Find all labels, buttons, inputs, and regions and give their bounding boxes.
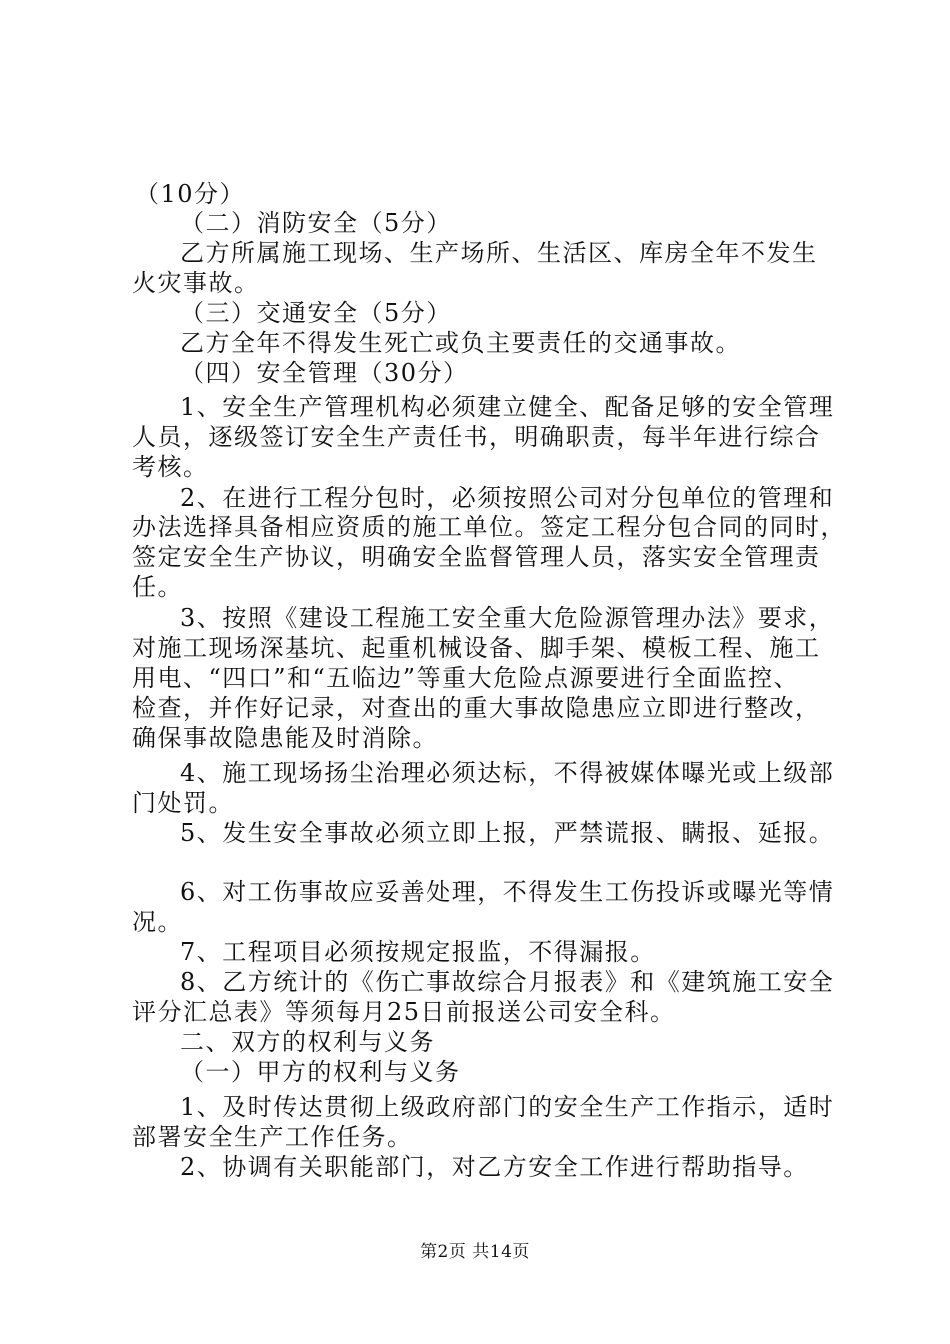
text-line: 部署安全生产工作任务。 xyxy=(132,1123,413,1151)
section-heading: （一）甲方的权利与义务 xyxy=(180,1058,461,1086)
text-line: 乙方全年不得发生死亡或负主要责任的交通事故。 xyxy=(180,329,741,357)
text-line: 7、工程项目必须按规定报监，不得漏报。 xyxy=(180,938,656,966)
text-line: 6、对工伤事故应妥善处理，不得发生工伤投诉或曝光等情 xyxy=(180,878,835,906)
section-heading: 二、双方的权利与义务 xyxy=(180,1028,435,1056)
text-line: （10分） xyxy=(135,180,246,208)
text-line: 用电、“四口”和“五临边”等重大危险点源要进行全面监控、 xyxy=(132,664,800,692)
text-line: 3、按照《建设工程施工安全重大危险源管理办法》要求， xyxy=(180,604,835,632)
text-line: 况。 xyxy=(132,908,183,936)
text-line: 办法选择具备相应资质的施工单位。签定工程分包合同的同时， xyxy=(132,513,846,541)
text-line: 乙方所属施工现场、生产场所、生活区、库房全年不发生 xyxy=(180,239,818,267)
text-line: 检查，并作好记录，对查出的重大事故隐患应立即进行整改， xyxy=(132,694,821,722)
text-line: 门处罚。 xyxy=(132,789,234,817)
text-line: 火灾事故。 xyxy=(132,269,260,297)
text-line: 2、协调有关职能部门，对乙方安全工作进行帮助指导。 xyxy=(180,1153,809,1181)
text-line: 1、安全生产管理机构必须建立健全、配备足够的安全管理 xyxy=(180,393,835,421)
text-line: 评分汇总表》等须每月25日前报送公司安全科。 xyxy=(132,998,676,1026)
text-line: 任。 xyxy=(132,573,183,601)
text-line: 签定安全生产协议，明确安全监督管理人员，落实安全管理责 xyxy=(132,543,821,571)
text-line: 4、施工现场扬尘治理必须达标，不得被媒体曝光或上级部 xyxy=(180,759,835,787)
page-number-footer: 第2页 共14页 xyxy=(420,1242,530,1262)
section-heading: （二）消防安全（5分） xyxy=(180,209,452,237)
text-line: 人员，逐级签订安全生产责任书，明确职责，每半年进行综合 xyxy=(132,423,821,451)
text-line: 5、发生安全事故必须立即上报，严禁谎报、瞒报、延报。 xyxy=(180,819,835,847)
section-heading: （三）交通安全（5分） xyxy=(180,299,452,327)
text-line: 2、在进行工程分包时，必须按照公司对分包单位的管理和 xyxy=(180,484,835,512)
text-line: 对施工现场深基坑、起重机械设备、脚手架、模板工程、施工 xyxy=(132,634,821,662)
text-line: 确保事故隐患能及时消除。 xyxy=(132,724,438,752)
text-line: 1、及时传达贯彻上级政府部门的安全生产工作指示，适时 xyxy=(180,1093,835,1121)
section-heading: （四）安全管理（30分） xyxy=(180,359,469,387)
text-line: 8、乙方统计的《伤亡事故综合月报表》和《建筑施工安全 xyxy=(180,968,835,996)
text-line: 考核。 xyxy=(132,453,209,481)
